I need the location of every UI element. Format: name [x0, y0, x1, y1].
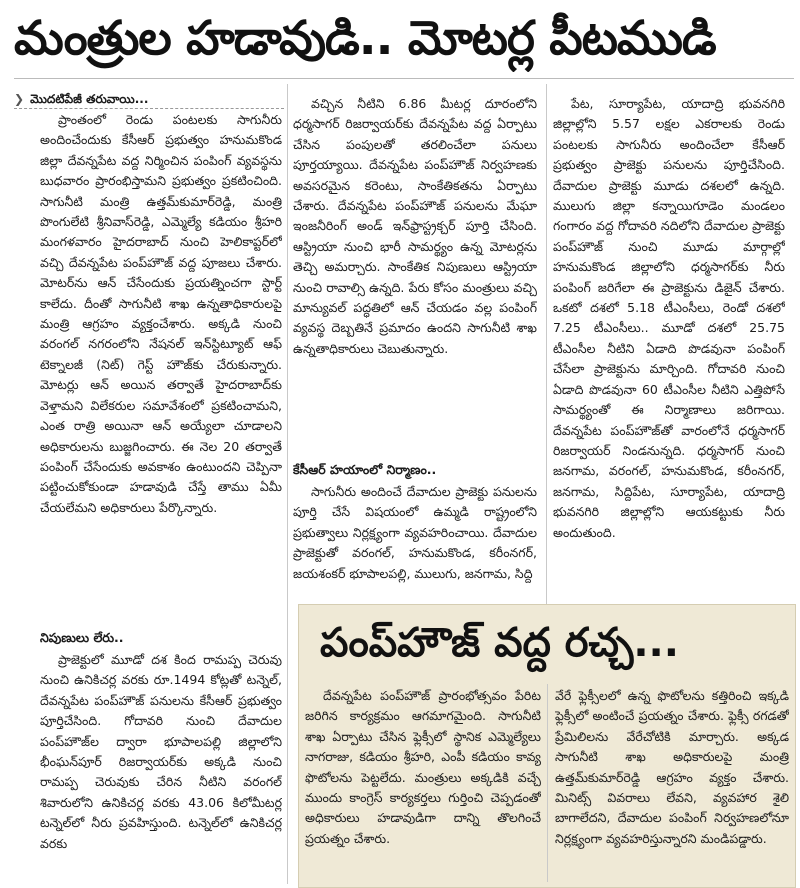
headline: మంత్రుల హడావుడి.. మోటర్ల పీటముడి — [14, 11, 716, 66]
article-column-2b — [293, 482, 537, 602]
kicker-text: మొదటిపేజీ తరువాయి... — [30, 92, 149, 106]
subheading-no-experts: నిపుణులు లేరు.. — [40, 630, 124, 645]
column-divider — [287, 84, 288, 884]
article-column-2 — [293, 94, 537, 462]
paragraph: దేవన్నపేట పంప్‌హౌజ్ ప్రారంభోత్సవం పేరిట జరిగిన కార్యక్రమం ఆగమాగమైంది. సాగునీటి శాఖ ఏర్పాటు చేసిన ఫ్లెక్సీలో స్థానిక ఎమ్మెల్యేలు నాగరాజు, కడియం శ్రీహరి, ఎంపీ కడియం కావ్య ఫొటోలను పెట్టలేదు. మంత్రులు అక్కడికి వచ్చే ముందు కాంగ్రెస్ కార్యకర్తలు గుర్తించి చెప్పడంతో అధికారులు హడావుడిగా దాన్ని తొలగించే ప్రయత్నం చేశారు. — [305, 688, 541, 846]
chevron-right-icon: ❯ — [14, 92, 25, 106]
sidebar-story-column-1 — [305, 686, 541, 886]
paragraph: పేట, సూర్యాపేట, యాదాద్రి భువనగిరి జిల్లాల్లోని 5.57 లక్షల ఎకరాలకు రెండు పంటలకు సాగునీరు అందించేలా కేసీఆర్ ప్రభుత్వం ప్రాజెక్టు పనులను పూర్తిచేసింది. దేవాదుల ప్రాజెక్టు మూడు దశలలో ఉన్నది. ములుగు జిల్లా కన్నాయిగూడెం మండలం గంగారం వద్ద గోదావరి నదిలోని దేవాదుల ప్రాజెక్టు పంప్‌హౌజ్ నుంచి మూడు మార్గాల్లో హనుమకొండ జిల్లాలోని ధర్మసాగర్‌కు నీరు పంపింగ్ జరిగేలా ఈ ప్రాజెక్టును డిజైన్ చేశారు. ఒకటో దశలో 5.18 టీఎంసీలు, రెండో దశలో 7.25 టీఎంసీలు.. మూడో దశలో 25.75 టీఎంసీల నీటిని ఏడాది పొడవునా పంపింగ్ చేసేలా ప్రాజెక్టును మార్చింది. గోదావరి నుంచి ఏడాది పొడవునా 60 టీఎంసీల నీటిని ఎత్తిపోసే సామర్థ్యంతో ఈ నిర్మాణాలు జరిగాయి. దేవన్నపేట పంప్‌హౌజ్‌తో వారంలోనే ధర్మసాగర్ రిజర్వాయర్ నిండనున్నది. ధర్మసాగర్ నుంచి జనగామ, వరంగల్, హనుమకొండ, కరీంనగర్, జనగామ, సిద్దిపేట, సూర్యాపేట, యాదాద్రి భువనగిరి జిల్లాల్లోని ఆయకట్టుకు నీరు అందుతుంది. — [553, 96, 785, 540]
paragraph: వేరే ఫ్లెక్సీలలో ఉన్న ఫొటోలను కత్తిరించి ఇక్కడి ఫ్లెక్సీలో అంటించే ప్రయత్నం చేశారు. ఫ్లెక్సీ రగడతో ప్రేమిలిలను వేరేచోటికి మార్చారు. అక్కడ సాగునీటి శాఖ అధికారులపై మంత్రి ఉత్తమ్‌కుమార్‌రెడ్డి ఆగ్రహం వ్యక్తం చేశారు. మినిట్స్ వివరాలు లేవని, వ్యవహార శైలి బాగాలేదని, దేవాదుల పంపింగ్ నిర్వహణలోనూ నిర్లక్ష్యంగా వ్యవహరిస్తున్నారని మండిపడ్డారు. — [555, 688, 789, 846]
continuation-kicker — [14, 90, 284, 109]
headline-rule — [14, 78, 794, 79]
paragraph: ప్రాంతంలో రెండు పంటలకు సాగునీరు అందించేందుకు కేసీఆర్ ప్రభుత్వం హనుమకొండ జిల్లా దేవన్నపేట వద్ద నిర్మించిన పంపింగ్ వ్యవస్థను బుధవారం ప్రారంభిస్తామని ప్రభుత్వం ప్రకటించింది. సాగునీటి మంత్రి ఉత్తమ్‌కుమార్‌రెడ్డి, మంత్రి పొంగులేటి శ్రీనివాస్‌రెడ్డి, ఎమ్మెల్యే కడియం శ్రీహరి మంగళవారం హైదరాబాద్ నుంచి హెలికాప్టర్‌లో వచ్చి దేవన్నపేట పంప్‌హౌజ్ వద్ద పూజలు చేశారు. మోటర్‌ను ఆన్ చేసేందుకు ప్రయత్నించగా స్టార్ట్ కాలేదు. దీంతో సాగునీటి శాఖ ఉన్నతాధికారులపై మంత్రి ఆగ్రహం వ్యక్తంచేశారు. అక్కడి నుంచి వరంగల్ నగరంలోని నేషనల్ ఇన్‌స్టిట్యూట్ ఆఫ్ టెక్నాలజీ (నిట్) గెస్ట్ హౌజ్‌కు చేరుకున్నారు. మోటర్లు ఆన్ అయిన తర్వాతే హైదరాబాద్‌కు వెళ్తామని విలేకరుల సమావేశంలో ప్రకటించామని, ఎంత రాత్రి అయినా ఆన్ అయ్యేలా చూడాలని అధికారులను బుజ్జగించారు. ఈ నెల 20 తర్వాతే పంపింగ్ చేసేందుకు అవకాశం ఉంటుందని చెప్పినా పట్టించుకోకుండా హడావుడి చేస్తే తాము ఏమీ చేయలేమని అధికారులు పేర్కొన్నారు. — [40, 112, 282, 515]
paragraph: ప్రాజెక్టులో మూడో దశ కింద రామప్ప చెరువు నుంచి ఉనికిచర్ల వరకు రూ.1494 కోట్లతో టన్నెల్, దేవన్నపేట పంప్‌హౌజ్ పనులను కేసీఆర్ ప్రభుత్వం పూర్తిచేసింది. గోదావరి నుంచి దేవాదుల పంప్‌హౌజ్‌ల ద్వారా భూపాలపల్లి జిల్లాలోని భీంఘన్‌పూర్ రిజర్వాయర్‌కు అక్కడి నుంచి రామప్ప చెరువుకు చేరిన నీటిని వరంగల్ శివారులోని ఉనికిచర్ల వరకు 43.06 కిలోమీటర్ల టన్నెల్‌లో నీరు ప్రవహిస్తుంది. టన్నెల్‌లో ఉనికిచర్ల వరకు — [40, 652, 282, 851]
article-column-1 — [40, 110, 282, 615]
sidebar-story-column-2 — [555, 686, 789, 886]
column-divider — [546, 84, 547, 606]
paragraph: సాగునీరు అందించే దేవాదుల ప్రాజెక్టు పనులను పూర్తి చేసే విషయంలో ఉమ్మడి రాష్ట్రంలోని ప్రభుత్వాలు నిర్లక్ష్యంగా వ్యవహరించాయి. దేవాదుల ప్రాజెక్టుతో వరంగల్, హనుమకొండ, కరీంనగర్, జయశంకర్ భూపాలపల్లి, ములుగు, జనగామ, సిద్ది — [293, 484, 537, 581]
article-column-3 — [553, 94, 785, 596]
sidebar-story-title: పంప్‌హౌజ్ వద్ద రచ్చ... — [320, 620, 679, 666]
paragraph: వచ్చిన నీటిని 6.86 మీటర్ల దూరంలోని ధర్మసాగర్ రిజర్వాయర్‌కు దేవన్నపేట వద్ద ఏర్పాటు చేసిన పంపులతో తరలించేలా పనులు పూర్తయ్యాయి. దేవన్నపేట పంప్‌హౌజ్ నిర్వహణకు అవసరమైన కరెంటు, సాంకేతికతను ఏర్పాటు చేశారు. దేవన్నపేట పంప్‌హౌజ్ పనులను మేఘా ఇంజనీరింగ్ అండ్ ఇన్‌ఫ్రాస్ట్రక్చర్ పూర్తి చేసింది. ఆస్ట్రియా నుంచి భారీ సామర్థ్యం ఉన్న మోటర్లను తెచ్చి అమర్చారు. సాంకేతిక నిపుణులు ఆస్ట్రియా నుంచి రావాల్సి ఉన్నది. పేరు కోసం మంత్రులు వచ్చి మాన్యువల్ పద్ధతిలో ఆన్ చేయడం వల్ల పంపింగ్ వ్యవస్థ దెబ్బతినే ప్రమాదం ఉందని సాగునీటి శాఖ ఉన్నతాధికారులు చెబుతున్నారు. — [293, 96, 537, 356]
article-column-1b — [40, 650, 282, 885]
subheading-kcr-era: కేసీఆర్ హయాంలో నిర్మాణం.. — [293, 462, 437, 477]
column-divider — [547, 684, 548, 882]
